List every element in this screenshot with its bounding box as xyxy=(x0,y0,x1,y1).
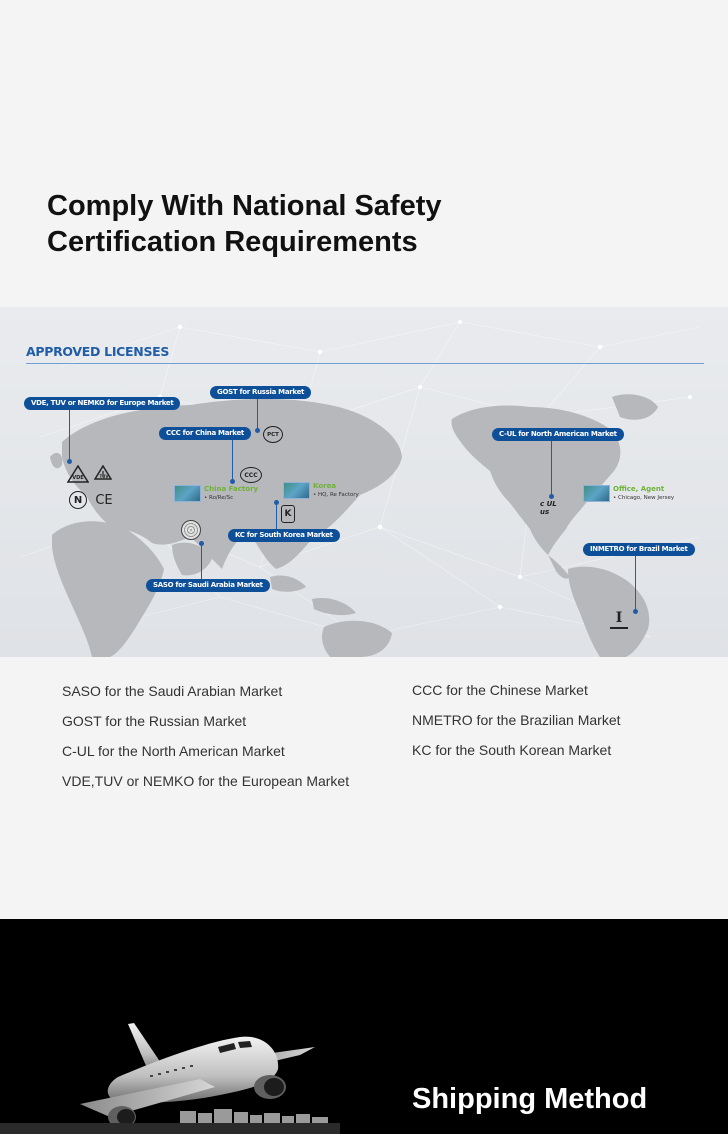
page-title xyxy=(47,188,687,260)
north-america-marker xyxy=(549,494,554,499)
russia-market-label: GOST for Russia Market xyxy=(210,386,311,399)
svg-text:VDE: VDE xyxy=(72,475,84,481)
china-marker xyxy=(230,479,235,484)
vde-warning-icon xyxy=(67,465,89,483)
office-agent-location xyxy=(583,485,674,502)
nemko-icon: N xyxy=(69,491,87,509)
brazil-leader-line xyxy=(635,556,636,610)
ccc-icon: CCC xyxy=(240,467,262,483)
saso-icon xyxy=(181,520,201,540)
europe-marker xyxy=(67,459,72,464)
north-america-leader-line xyxy=(551,441,552,495)
tuv-icon xyxy=(94,465,114,487)
korea-sub: • HQ, Re Factory xyxy=(313,492,359,498)
north-america-market-label: C-UL for North American Market xyxy=(492,428,624,441)
license-item: VDE,TUV or NEMKO for the European Market xyxy=(62,773,350,789)
ce-mark-icon: CE xyxy=(95,492,113,508)
south-korea-leader-line xyxy=(276,504,277,529)
license-item: C-UL for the North American Market xyxy=(62,743,285,759)
gost-pct-icon: PCT xyxy=(263,426,283,443)
south-korea-market-label: KC for South Korea Market xyxy=(228,529,340,542)
approved-licenses-heading: APPROVED LICENSES xyxy=(26,344,170,359)
china-market-label: CCC for China Market xyxy=(159,427,251,440)
license-item: KC for the South Korean Market xyxy=(412,742,612,758)
page-title-line-2: Certification Requirements xyxy=(47,226,418,258)
office-name: Office, Agent xyxy=(613,485,665,493)
europe-leader-line xyxy=(69,410,70,460)
china-factory-name: China Factory xyxy=(204,485,259,493)
license-item: NMETRO for the Brazilian Market xyxy=(412,712,621,728)
office-thumbnail xyxy=(583,485,610,502)
inmetro-icon: I xyxy=(610,609,628,629)
shipping-section xyxy=(0,919,728,1134)
page-title-line-1: Comply With National Safety xyxy=(47,190,442,222)
korea-name: Korea xyxy=(313,482,337,490)
saudi-leader-line xyxy=(201,545,202,579)
license-item: SASO for the Saudi Arabian Market xyxy=(62,683,283,699)
shipping-method-title: Shipping Method xyxy=(412,1083,648,1115)
china-factory-thumbnail xyxy=(174,485,201,502)
office-sub: • Chicago, New Jersey xyxy=(613,495,675,501)
russia-leader-line xyxy=(257,399,258,429)
saudi-market-label: SASO for Saudi Arabia Market xyxy=(146,579,270,592)
tuv-mark-text: TUV xyxy=(99,473,109,479)
korea-location xyxy=(283,482,359,499)
russia-marker xyxy=(255,428,260,433)
licenses-map xyxy=(0,307,728,657)
brazil-market-label: INMETRO for Brazil Market xyxy=(583,543,695,556)
brazil-marker xyxy=(633,609,638,614)
china-factory-location xyxy=(174,485,258,502)
korea-thumbnail xyxy=(283,482,310,499)
heading-divider xyxy=(26,363,704,364)
china-factory-sub: • Ro/Re/Sc xyxy=(204,495,234,501)
china-leader-line xyxy=(232,440,233,480)
europe-market-label: VDE, TUV or NEMKO for Europe Market xyxy=(24,397,180,410)
cul-icon: c UL us xyxy=(540,500,557,516)
kc-icon: K xyxy=(281,505,295,523)
license-item: GOST for the Russian Market xyxy=(62,713,247,729)
license-item: CCC for the Chinese Market xyxy=(412,682,588,698)
